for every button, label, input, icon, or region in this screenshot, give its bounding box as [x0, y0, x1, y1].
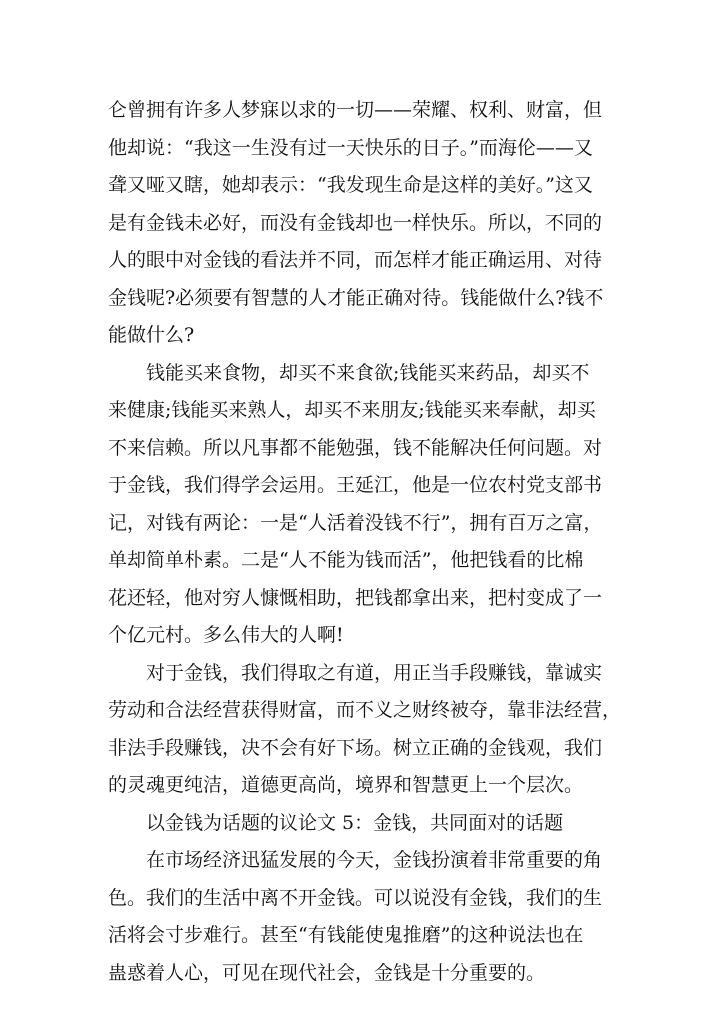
text-line: 聋又哑又瞎，她却表示：“我发现生命是这样的美好。”这又 [108, 174, 593, 196]
text-line: 个亿元村。多么伟大的人啊! [108, 624, 344, 646]
text-line: 人的眼中对金钱的看法并不同，而怎样才能正确运用、对待 [108, 249, 603, 271]
text-line: 来健康;钱能买来熟人，却买不来朋友;钱能买来奉献，却买 [108, 399, 596, 421]
text-line: 非法手段赚钱，决不会有好下场。树立正确的金钱观，我们 [108, 736, 603, 759]
text-line: 单却简单朴素。二是“人不能为钱而活”，他把钱看的比棉 [108, 549, 584, 571]
text-line: 蛊惑着人心，可见在现代社会，金钱是十分重要的。 [108, 961, 546, 984]
text-line: 活将会寸步难行。甚至“有钱能使鬼推磨”的这种说法也在 [108, 924, 584, 946]
document-body [108, 92, 628, 992]
text-line: 劳动和合法经营获得财富，而不义之财终被夺，靠非法经营， [108, 699, 622, 721]
text-line: 的灵魂更纯洁，道德更高尚，境界和智慧更上一个层次。 [108, 774, 584, 796]
text-line: 是有金钱未必好，而没有金钱却也一样快乐。所以，不同的 [108, 211, 603, 234]
text-line: 花还轻，他对穷人慷慨相助，把钱都拿出来，把村变成了一 [108, 586, 603, 609]
text-line: 不来信赖。所以凡事都不能勉强，钱不能解决任何问题。对 [108, 436, 603, 459]
section-heading: 以金钱为话题的议论文 5：金钱，共同面对的话题 [146, 811, 564, 834]
paragraph-first-line: 对于金钱，我们得取之有道，用正当手段赚钱，靠诚实 [146, 661, 603, 684]
paragraph-first-line: 钱能买来食物，却买不来食欲;钱能买来药品，却买不 [146, 361, 590, 384]
text-line: 金钱呢?必须要有智慧的人才能正确对待。钱能做什么?钱不 [108, 286, 604, 309]
paragraph-first-line: 在市场经济迅猛发展的今天，金钱扮演着非常重要的角 [146, 849, 603, 871]
text-line: 他却说：“我这一生没有过一天快乐的日子。”而海伦——又 [108, 136, 593, 159]
text-line: 仑曾拥有许多人梦寐以求的一切——荣耀、权利、财富，但 [108, 99, 603, 121]
text-line: 记，对钱有两论：一是“人活着没钱不行”，拥有百万之富， [108, 511, 603, 534]
text-line: 能做什么? [108, 324, 195, 346]
text-line: 色。我们的生活中离不开金钱。可以说没有金钱，我们的生 [108, 886, 603, 909]
text-line: 于金钱，我们得学会运用。王延江，他是一位农村党支部书 [108, 474, 603, 496]
